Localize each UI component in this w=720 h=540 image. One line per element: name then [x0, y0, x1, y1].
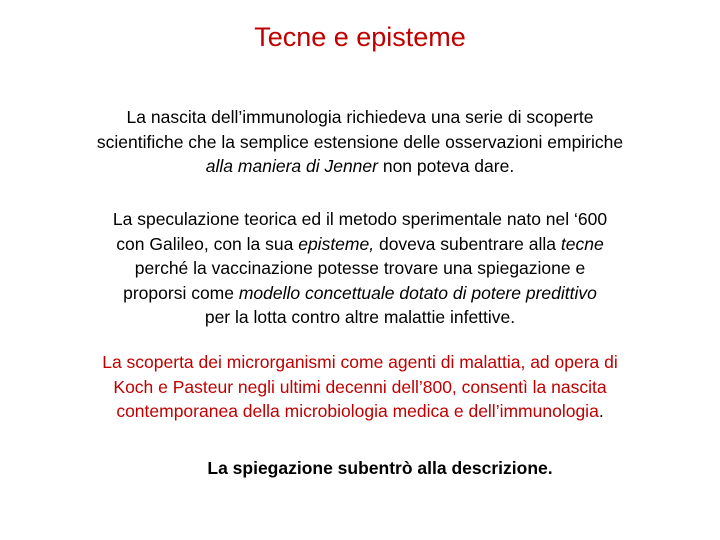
paragraph-galileo [40, 207, 680, 330]
paragraph-koch-pasteur [40, 350, 680, 424]
italic-phrase: episteme, [298, 233, 375, 254]
italic-phrase: modello concettuale dotato di potere predittivo [238, 282, 597, 303]
text-line [40, 232, 680, 257]
text-line: Koch e Pasteur negli ultimi decenni dell’800, consentì la nascita [113, 376, 607, 397]
text-line: scientifiche che la semplice estensione delle osservazioni empiriche [96, 131, 624, 152]
text-line: La scoperta dei microrganismi come agenti di malattia, ad opera di [102, 352, 618, 372]
text-fragment: proporsi come [123, 282, 239, 303]
paragraph-conclusion [60, 456, 700, 481]
italic-phrase: alla maniera di Jenner [205, 156, 378, 176]
text-line [40, 281, 680, 306]
period: . [598, 401, 604, 421]
text-line: perché la vaccinazione potesse trovare una spiegazione e [134, 258, 586, 278]
text-line [40, 399, 680, 424]
text-line: La nascita dell’immunologia richiedeva una serie di scoperte [126, 107, 594, 127]
text-line: La speculazione teorica ed il metodo sperimentale nato nel ‘600 [112, 209, 608, 229]
text-fragment: contemporanea della microbiologia medica e dell’immunologia [116, 401, 599, 421]
slide-title: Tecne e episteme [254, 22, 466, 52]
italic-phrase: tecne [560, 233, 604, 254]
paragraph-jenner [40, 105, 680, 179]
text-fragment: doveva subentrare alla [374, 233, 561, 254]
text-fragment: non poteva dare. [377, 156, 515, 176]
text-line: per la lotta contro altre malattie infettive. [204, 307, 516, 327]
text-fragment: con Galileo, con la sua [116, 233, 299, 254]
text-line: La spiegazione subentrò alla descrizione. [207, 458, 553, 478]
text-line [40, 154, 680, 179]
